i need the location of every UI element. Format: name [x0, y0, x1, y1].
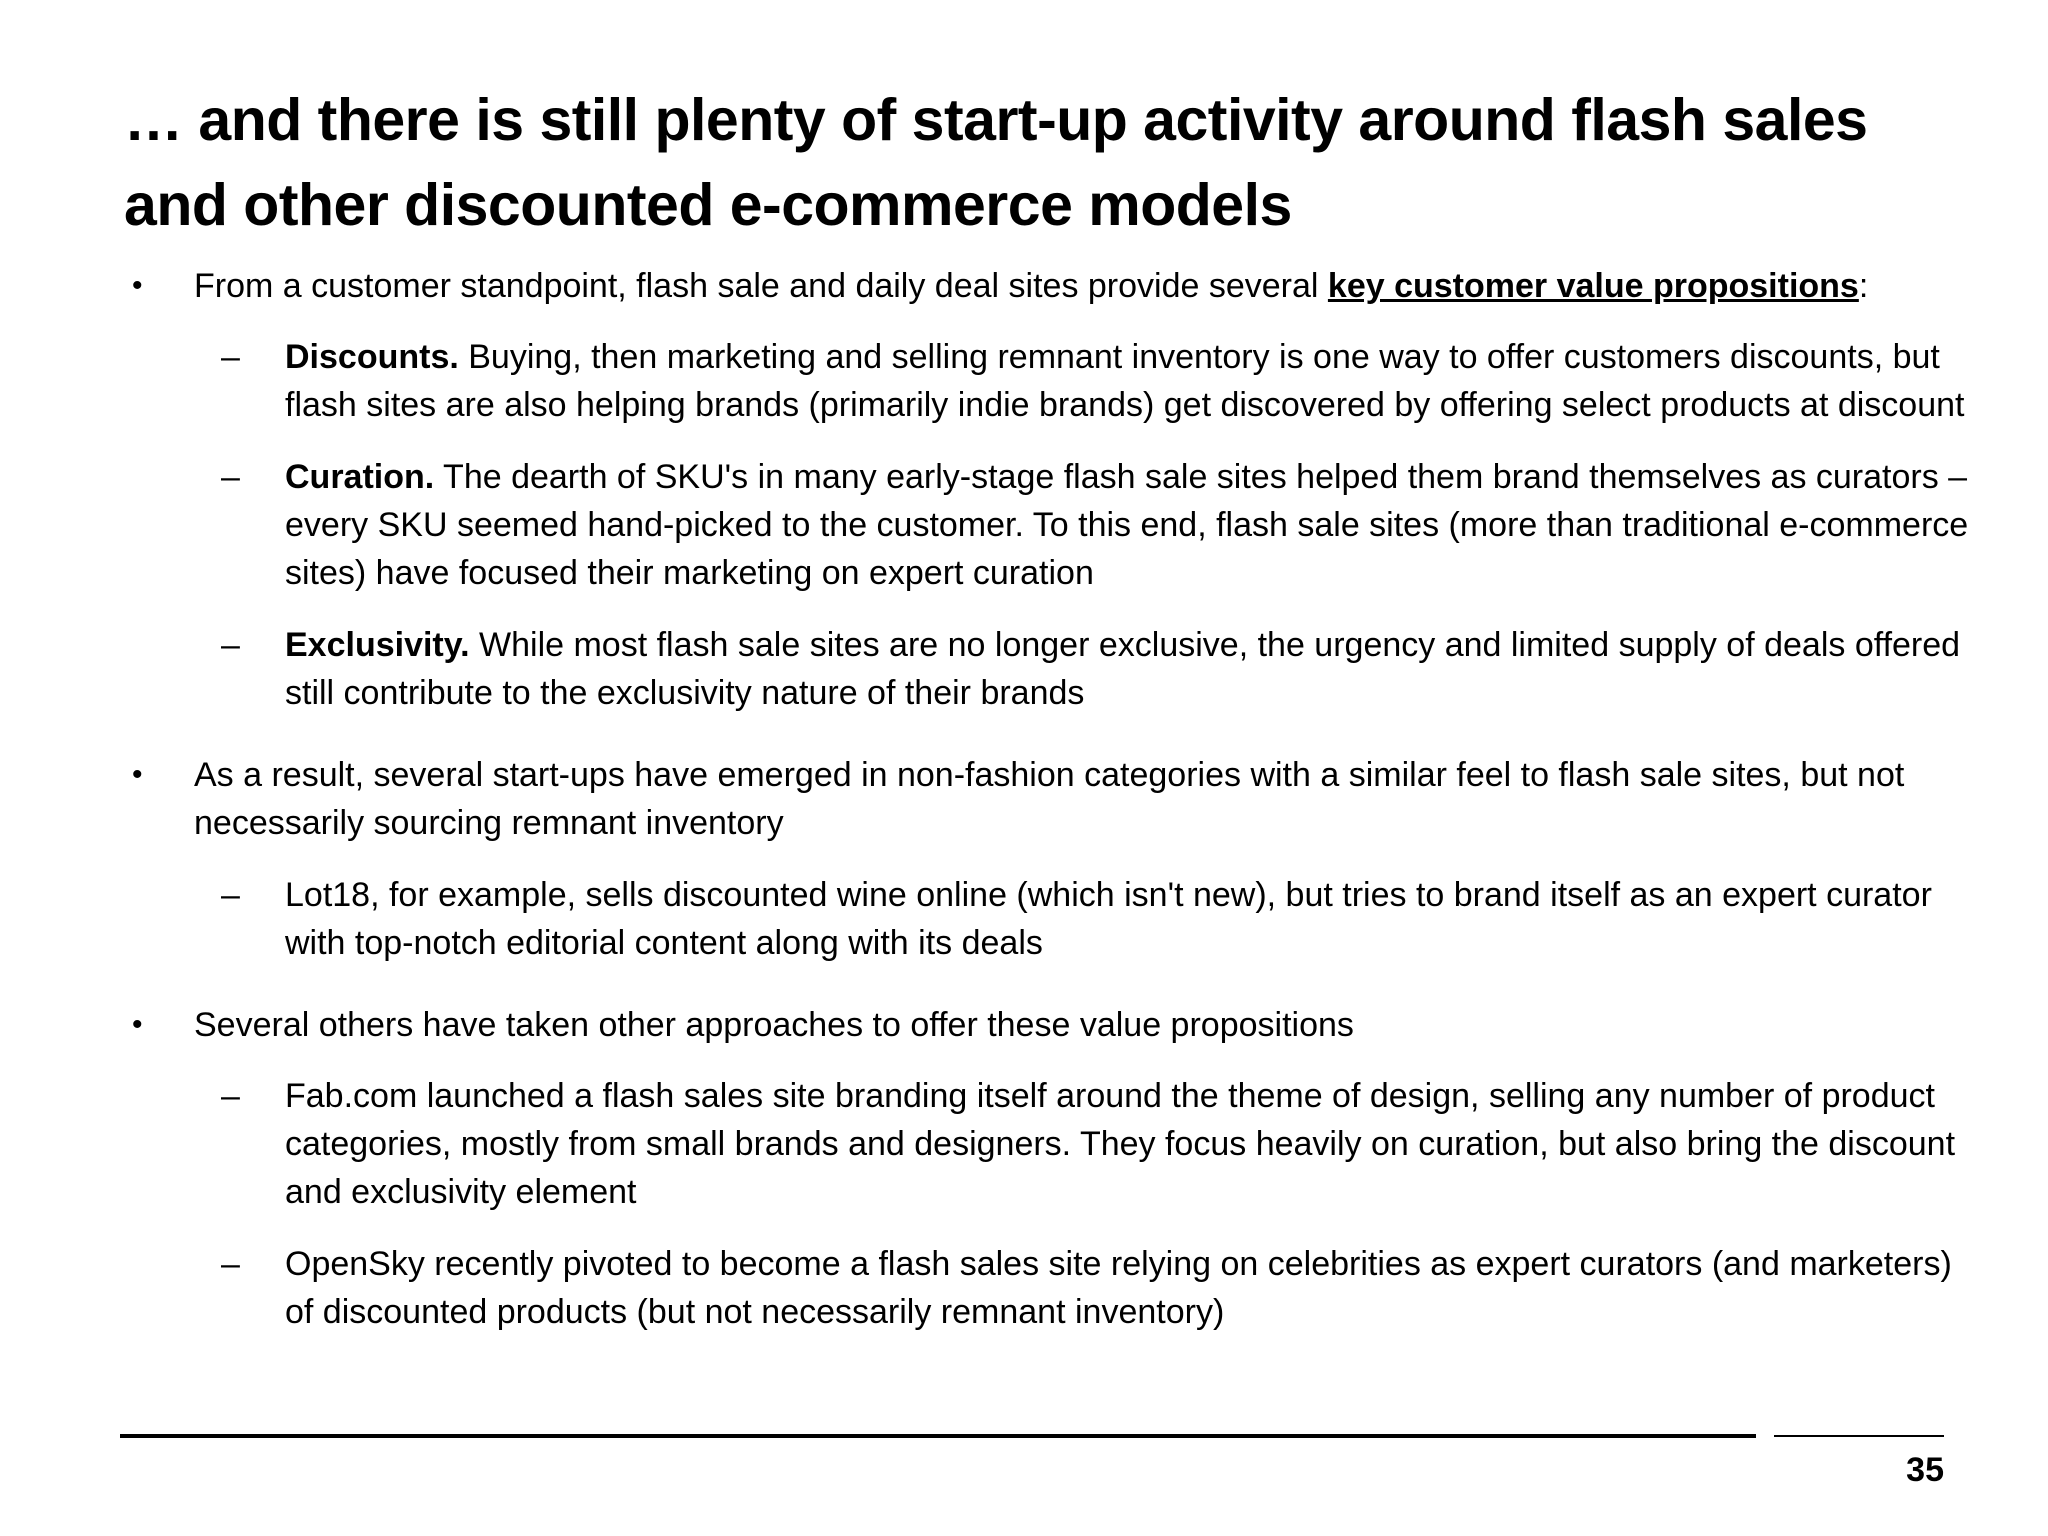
slide-title: … and there is still plenty of start-up activity around flash sales and other discounted e-commerce models [124, 87, 1868, 238]
sub-item-lead: Discounts. [285, 338, 459, 376]
sub-item-fab [221, 1072, 1985, 1216]
sub-item-lead: Curation. [285, 458, 435, 496]
dash-icon: – [221, 626, 240, 664]
sub-item-curation [221, 453, 1985, 597]
bullet-text: Several others have taken other approaches to offer these value propositions [194, 1006, 1354, 1044]
bullet-dot-icon: • [132, 758, 143, 791]
sub-item-text: While most flash sale sites are no longer exclusive, the urgency and limited supply of deals offered still contribute to the exclusivity nature of their brands [285, 626, 1961, 712]
bullet-item [132, 262, 1994, 310]
footer-divider-short [1774, 1435, 1944, 1437]
sub-item-text: Fab.com launched a flash sales site branding itself around the theme of design, selling any number of product categories, mostly from small brands and designers. They focus heavily on curation, but also bring the discount and exclusivity element [285, 1077, 1956, 1211]
sub-item-opensky [221, 1240, 1985, 1336]
bullet-emphasis: key customer value propositions [1327, 267, 1859, 305]
dash-icon: – [221, 458, 240, 496]
bullet-item [132, 1001, 1994, 1049]
dash-icon: – [221, 1245, 240, 1283]
body-list [0, 262, 2048, 1336]
sub-item-text: Lot18, for example, sells discounted wine online (which isn't new), but tries to brand itself as an expert curator with top-notch editorial content along with its deals [285, 876, 1932, 962]
dash-icon: – [221, 876, 240, 914]
sub-item-lead: Exclusivity. [285, 626, 470, 664]
sub-item-text: OpenSky recently pivoted to become a flash sales site relying on celebrities as expert curators (and marketers) of discounted products (but not necessarily remnant inventory) [285, 1245, 1952, 1331]
footer-divider [120, 1434, 1756, 1438]
sub-item-discounts [221, 333, 1985, 429]
sub-item-text: The dearth of SKU's in many early-stage flash sale sites helped them brand themselves as curators – every SKU seemed hand-picked to the customer. To this end, flash sale sites (more than traditional e-commerce sites) have focused their marketing on expert curation [285, 458, 1969, 592]
bullet-item [132, 751, 1994, 847]
sub-item-lot18 [221, 871, 1985, 967]
dash-icon: – [221, 338, 240, 376]
bullet-suffix: : [1858, 267, 1869, 305]
dash-icon: – [221, 1077, 240, 1115]
bullet-text: As a result, several start-ups have emerged in non-fashion categories with a similar feel to flash sale sites, but not necessarily sourcing remnant inventory [194, 756, 1905, 842]
sub-item-exclusivity [221, 621, 1985, 717]
bullet-dot-icon: • [132, 1008, 143, 1041]
sub-item-text: Buying, then marketing and selling remnant inventory is one way to offer customers discounts, but flash sites are also helping brands (primarily indie brands) get discovered by offering select products at discount [285, 338, 1965, 424]
page-number: 35 [1906, 1451, 1944, 1489]
bullet-text: From a customer standpoint, flash sale and daily deal sites provide several [194, 267, 1328, 305]
bullet-dot-icon: • [132, 269, 143, 302]
